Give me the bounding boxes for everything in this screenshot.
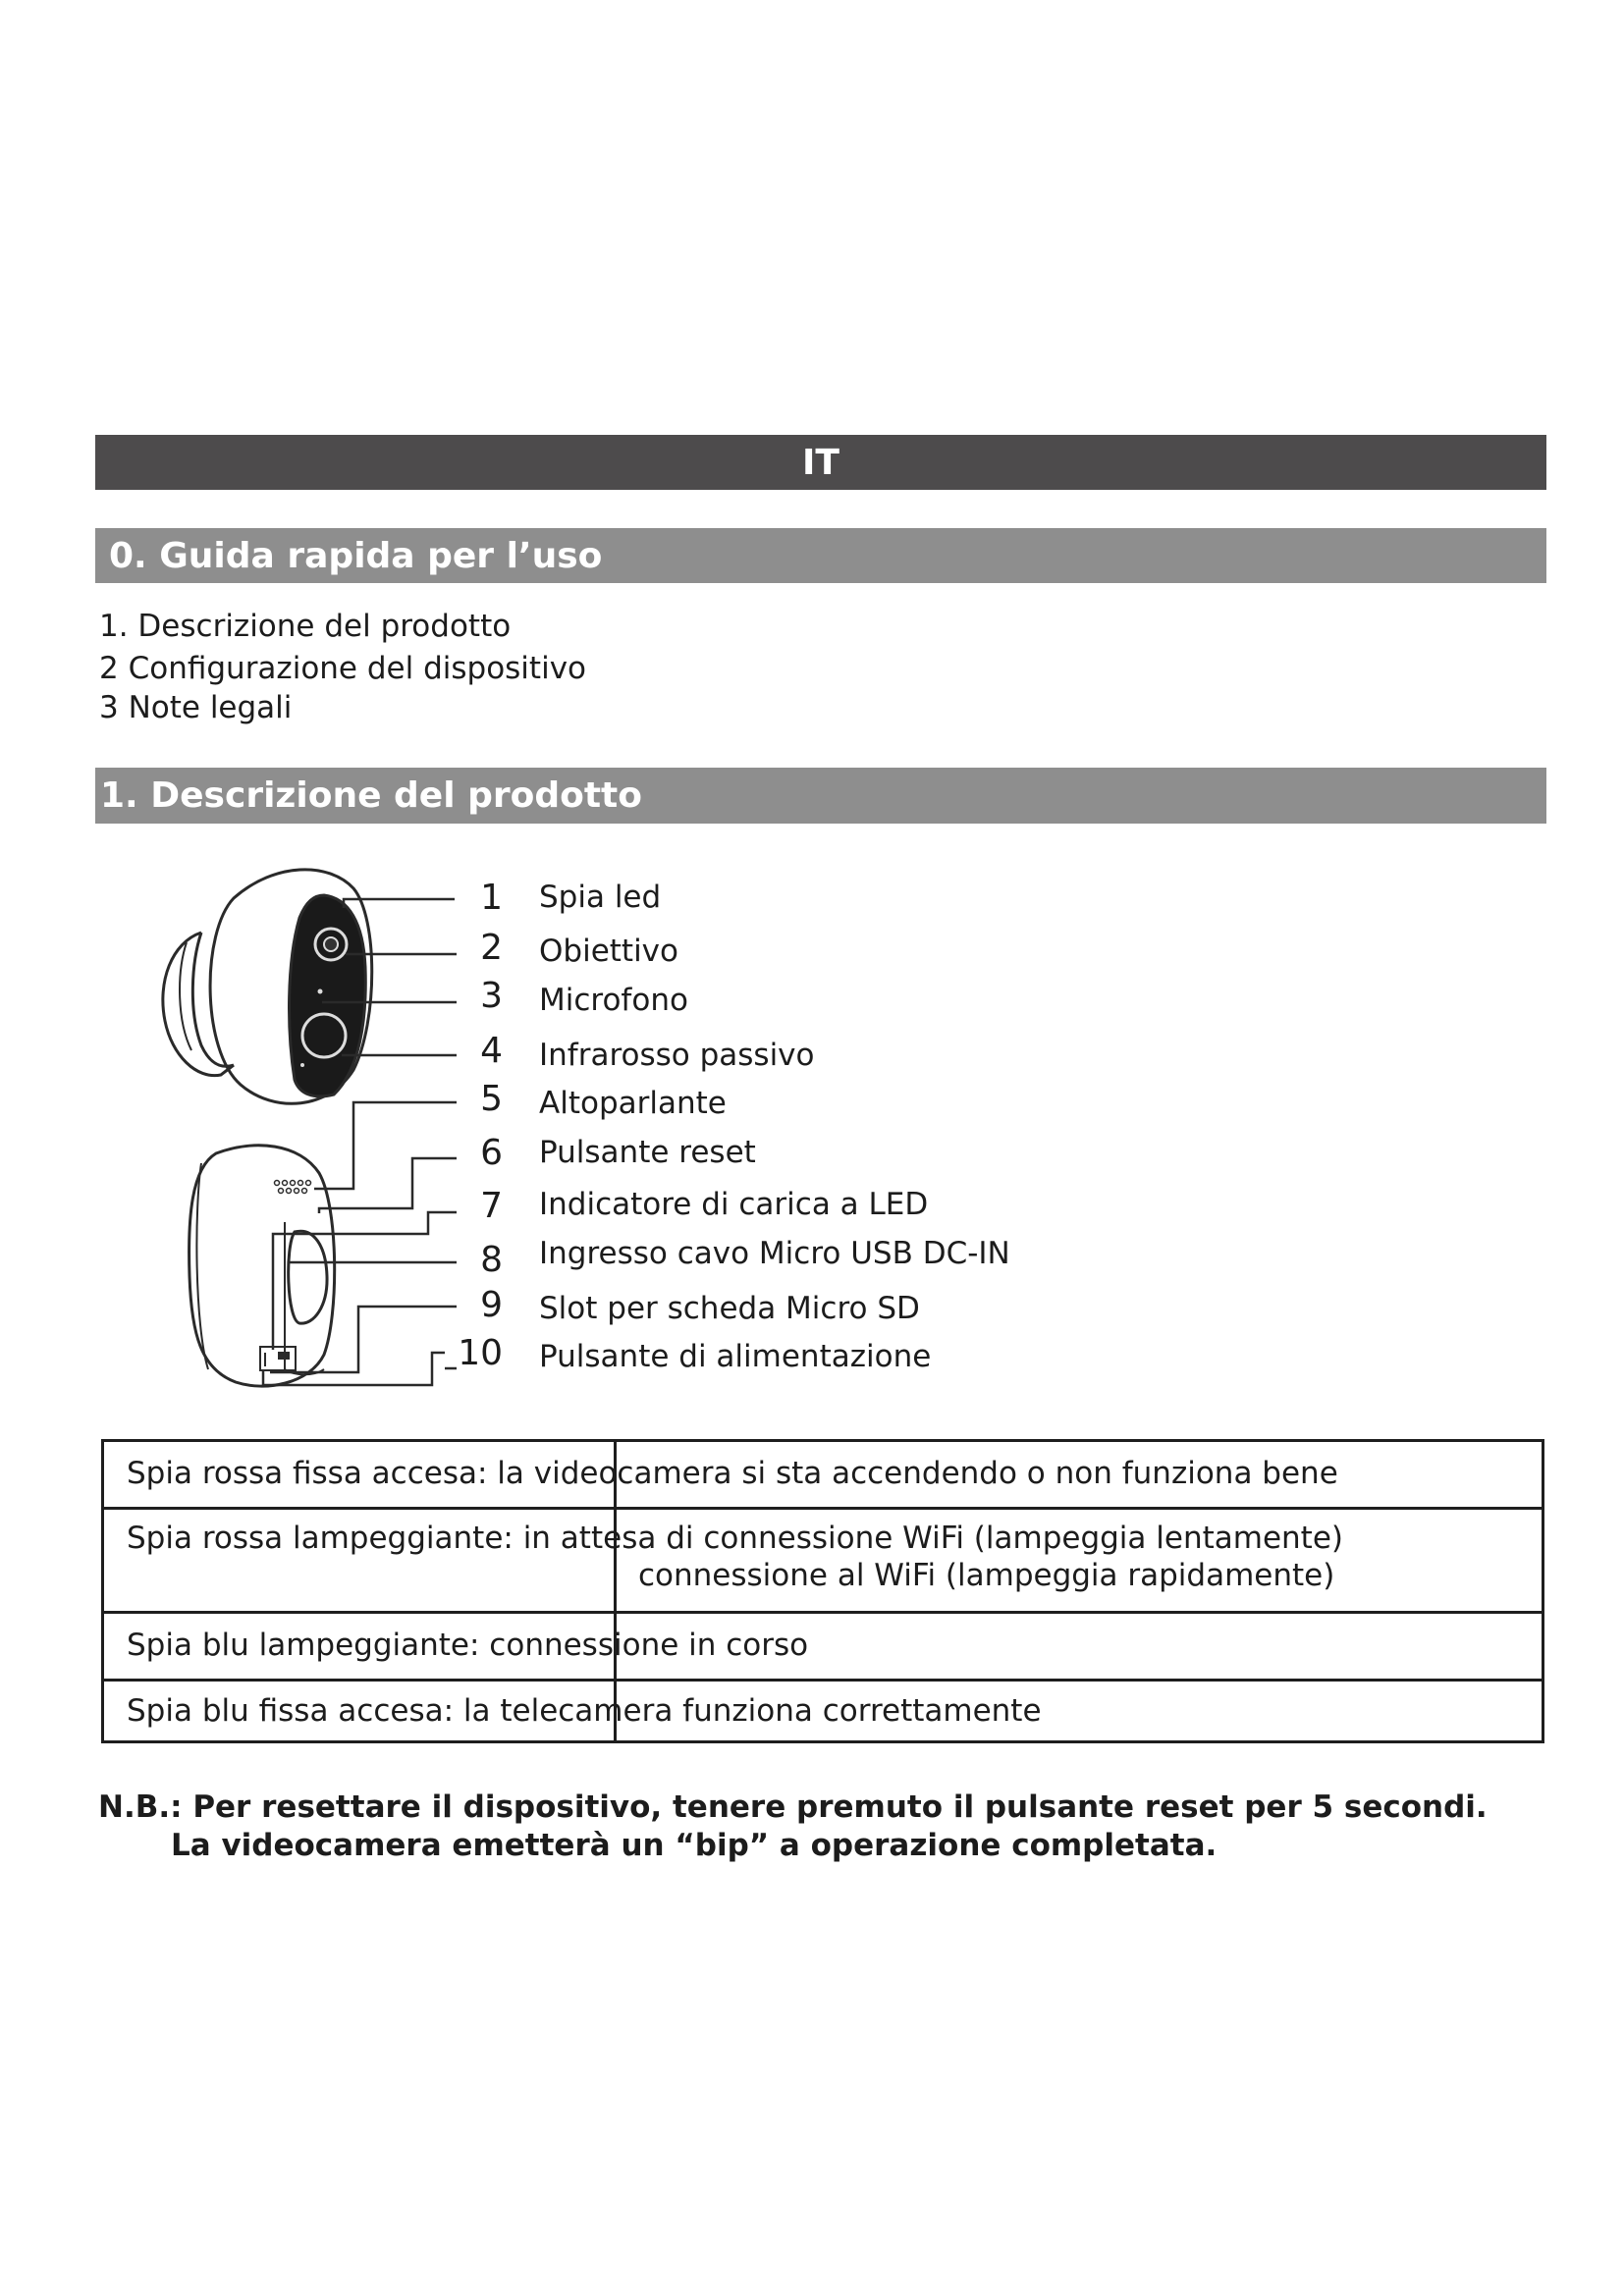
table-rule (104, 1507, 1542, 1510)
part-number: 5 (480, 1079, 503, 1119)
camera-front-illustration (163, 870, 372, 1103)
part-number: 7 (480, 1186, 503, 1226)
part-label: Pulsante di alimentazione (539, 1339, 932, 1374)
part-number: 3 (480, 976, 503, 1016)
table-row: Spia blu lampeggiante: connessione in corso (127, 1628, 809, 1663)
part-number: 6 (480, 1133, 503, 1173)
toc-item: 3 Note legali (99, 690, 293, 725)
camera-back-illustration (189, 1146, 335, 1386)
led-status-table (101, 1439, 1544, 1743)
part-number: 4 (480, 1031, 503, 1071)
part-label: Pulsante reset (539, 1135, 756, 1170)
part-label: Indicatore di carica a LED (539, 1187, 929, 1222)
part-label: Microfono (539, 983, 688, 1018)
table-row: Spia rossa fissa accesa: la videocamera si sta accendendo o non funziona bene (127, 1456, 1338, 1491)
table-row: Spia blu fissa accesa: la telecamera funziona correttamente (127, 1693, 1042, 1729)
language-label: IT (802, 442, 839, 483)
part-number: 2 (480, 928, 503, 968)
reset-note: N.B.: Per resettare il dispositivo, tenere premuto il pulsante reset per 5 secondi. (98, 1789, 1488, 1825)
part-number: 1 (480, 878, 503, 918)
part-label: Infrarosso passivo (539, 1038, 815, 1073)
part-label: Spia led (539, 880, 662, 915)
part-label: Ingresso cavo Micro USB DC-IN (539, 1236, 1010, 1271)
table-rule (104, 1611, 1542, 1614)
table-rule (104, 1679, 1542, 1682)
product-description-title: 1. Descrizione del prodotto (100, 775, 642, 816)
toc-item: 1. Descrizione del prodotto (99, 609, 512, 644)
part-label: Obiettivo (539, 934, 678, 969)
reset-note-continuation: La videocamera emetterà un “bip” a operazione completata. (171, 1828, 1218, 1863)
quick-start-title: 0. Guida rapida per l’uso (109, 535, 603, 576)
part-number: 9 (480, 1285, 503, 1325)
table-row-continuation: connessione al WiFi (lampeggia rapidamente) (638, 1558, 1335, 1593)
part-label: Altoparlante (539, 1086, 727, 1121)
part-number: 10 (458, 1333, 503, 1373)
part-label: Slot per scheda Micro SD (539, 1291, 920, 1326)
table-row: Spia rossa lampeggiante: in attesa di connessione WiFi (lampeggia lentamente) (127, 1521, 1343, 1556)
part-number: 8 (480, 1240, 503, 1280)
toc-item: 2 Configurazione del dispositivo (99, 651, 586, 686)
